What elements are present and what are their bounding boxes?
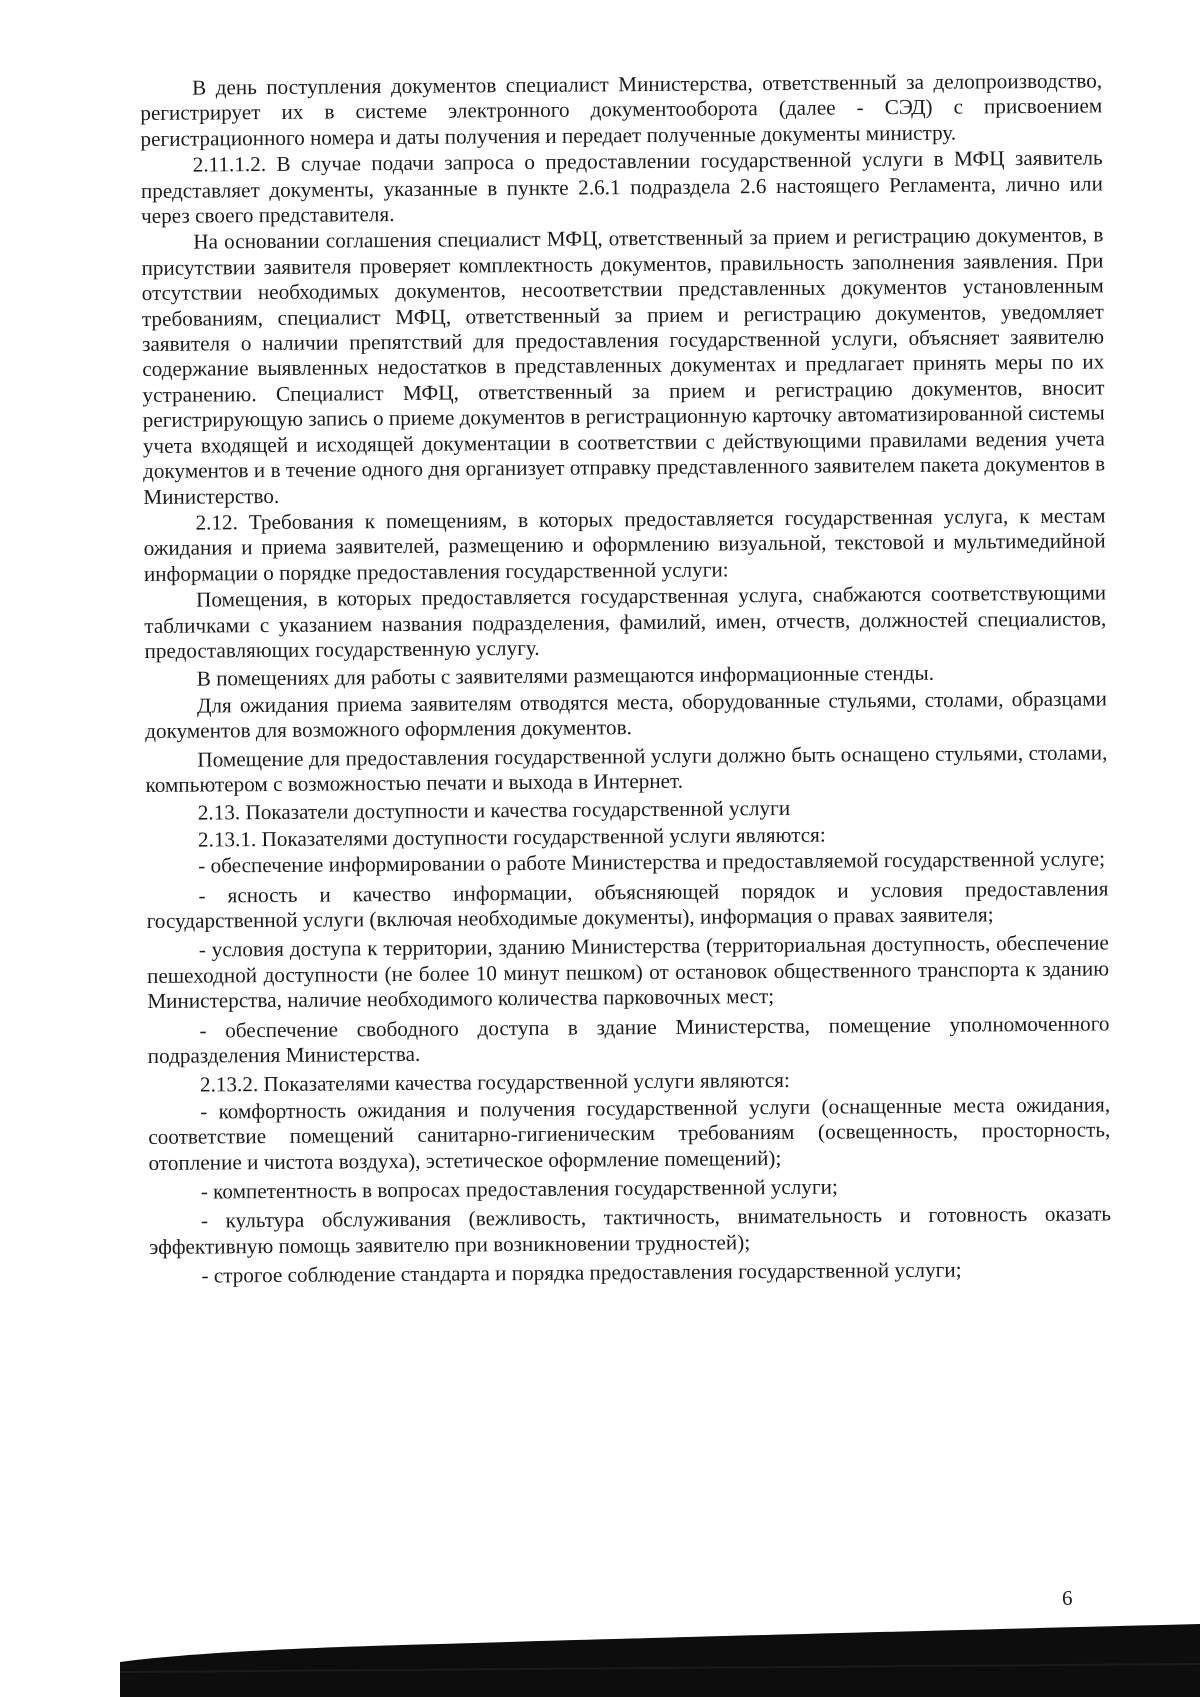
list-item: - обеспечение информировании о работе Министерства и предоставляемой государственной услуге; xyxy=(198,846,1106,878)
paragraph: На основании соглашения специалист МФЦ, ответственный за прием и регистрацию документов, в присутствии заявителя проверяет комплектность документов, правильность заполнения заявления. При отсутствии необходимых документов, несоответствии представленных документов установленным требованиям, специалист МФЦ, ответственный за прием и регистрацию документов, уведомляет заявителя о наличии препятствий для предоставления государственной услуги, объясняет заявителю содержание выявленных недостатков в представленных документах и предлагает принять меры по их устранению. Специалист МФЦ, ответственный за прием и регистрацию документов, вносит регистрирующую запись о приеме документов в регистрационную карточку автоматизированной системы учета входящей и исходящей документации в соответствии с действующими правилами ведения учета документов и в течение одного дня организует отправку представленного заявителем пакета документов в Министерство. xyxy=(141,222,1106,509)
document-body xyxy=(140,68,1112,1293)
page-number: 6 xyxy=(1062,1586,1073,1610)
paragraph: 2.11.1.2. В случае подачи запроса о предоставлении государственной услуги в МФЦ заявитель представляет документы, указанные в пункте 2.6.1 подраздела 2.6 настоящего Регламента, лично или через своего представителя. xyxy=(140,145,1103,229)
subsection-heading: 2.13.2. Показателями качества государственной услуги являются: xyxy=(199,1068,790,1097)
list-item: - культура обслуживания (вежливость, тактичность, внимательность и готовность оказать эффективную помощь заявителю при возникновении трудностей); xyxy=(149,1201,1112,1259)
paragraph: Помещения, в которых предоставляется государственная услуга, снабжаются соответствующими табличками с указанием названия подразделения, фамилий, имен, отчеств, должностей специалистов, предоставляющих государственную услугу. xyxy=(144,580,1107,663)
paragraph: Помещение для предоставления государственной услуги должно быть оснащено стульями, столами, компьютером с возможностью печати и выхода в Интернет. xyxy=(145,739,1108,797)
paragraph: 2.12. Требования к помещениям, в которых предоставляется государственная услуга, к местам ожидания и приема заявителей, размещению и оформлению визуальной, текстовой и мультимедийной информации о порядке предоставления государственной услуги: xyxy=(143,503,1106,586)
list-item: - условия доступа к территории, зданию Министерства (территориальная доступность, обеспечение пешеходной доступности (не более 10 минут пешком) от остановок общественного транспорта к зданию Министерства, наличие необходимого количества парковочных мест; xyxy=(146,930,1110,1014)
paragraph: В день поступления документов специалист Министерства, ответственный за делопроизводство, регистрирует их в системе электронного документооборота (далее - СЭД) с присвоением регистрационного номера и даты получения и передает полученные документы министру. xyxy=(140,68,1103,151)
subsection-heading: 2.13.1. Показателями доступности государственной услуги являются: xyxy=(197,822,826,852)
list-item: - обеспечение свободного доступа в здание Министерства, помещение уполномоченного подразделения Министерства. xyxy=(147,1011,1110,1069)
scan-edge-artifact xyxy=(120,1624,1200,1697)
paragraph: В помещениях для работы с заявителями размещаются информационные стенды. xyxy=(196,661,935,691)
section-heading: 2.13. Показатели доступности и качества государственной услуги xyxy=(197,796,791,825)
list-item: - комфортность ожидания и получения государственной услуги (оснащенные места ожидания, соответствие помещений санитарно-гигиеническим требованиям (освещенность, просторность, отопление и чистота воздуха), эстетическое оформление помещений); xyxy=(148,1092,1111,1175)
list-item: - компетентность в вопросах предоставления государственной услуги; xyxy=(200,1174,838,1204)
paragraph: Для ожидания приема заявителям отводятся места, оборудованные стульями, столами, образцами документов для возможного оформления документов. xyxy=(145,686,1108,744)
list-item: - ясность и качество информации, объясняющей порядок и условия предоставления государственной услуги (включая необходимые документы), информация о правах заявителя; xyxy=(146,876,1109,933)
list-item: - строгое соблюдение стандарта и порядка предоставления государственной услуги; xyxy=(201,1257,962,1288)
